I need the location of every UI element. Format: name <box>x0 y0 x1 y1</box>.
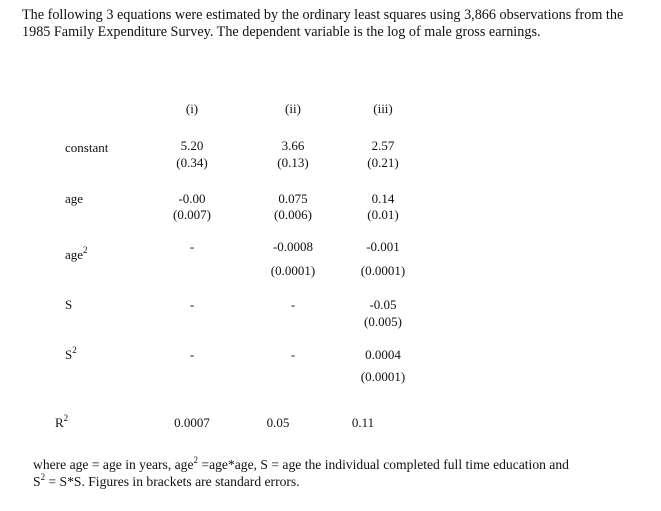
age-squared-label-text: age <box>65 247 84 262</box>
constant-se-iii: (0.21) <box>367 155 399 170</box>
row-label-s: S <box>65 297 73 312</box>
s-coef-ii: - <box>290 297 296 312</box>
row-label-constant: constant <box>65 140 109 155</box>
constant-se-ii: (0.13) <box>277 155 309 170</box>
s-squared-coef-ii: - <box>290 347 296 362</box>
row-label-age: age <box>65 191 84 206</box>
footnote-exponent-2: 2 <box>40 472 46 482</box>
age-coef-iii: 0.14 <box>371 191 395 206</box>
r-squared-iii: 0.11 <box>351 415 375 430</box>
column-header-i: (i) <box>185 101 199 116</box>
r-squared-exponent: 2 <box>63 413 69 423</box>
footnote-part-1: where age = age in years, age <box>33 457 194 472</box>
constant-coef-iii: 2.57 <box>371 138 395 153</box>
age-coef-ii: 0.075 <box>278 191 308 206</box>
age-squared-coef-i: - <box>189 239 195 254</box>
s-coef-i: - <box>189 297 195 312</box>
footnote-part-4: = S*S. Figures in brackets are standard errors. <box>45 474 300 489</box>
row-label-age-squared <box>65 246 88 263</box>
age-squared-exponent: 2 <box>83 245 88 255</box>
s-se-iii: (0.005) <box>364 314 402 329</box>
footnote-part-3: S <box>33 474 41 489</box>
s-squared-se-iii: (0.0001) <box>360 369 406 384</box>
footnote <box>33 456 653 490</box>
s-squared-coef-i: - <box>189 347 195 362</box>
s-coef-iii: -0.05 <box>369 297 397 312</box>
r-squared-ii: 0.05 <box>266 415 290 430</box>
age-coef-i: -0.00 <box>178 191 206 206</box>
constant-coef-i: 5.20 <box>180 138 204 153</box>
column-header-iii: (iii) <box>373 101 393 116</box>
intro-paragraph: The following 3 equations were estimated by the ordinary least squares using 3,866 observations from the 1985 Family Expenditure Survey. The dependent variable is the log of male gross earnings. <box>22 7 624 40</box>
footnote-part-2: =age*age, S = age the individual completed full time education and <box>198 457 569 472</box>
r-squared-label-text: R <box>55 415 64 430</box>
r-squared-i: 0.0007 <box>174 415 210 430</box>
s-squared-label-text: S <box>65 347 73 362</box>
s-squared-coef-iii: 0.0004 <box>365 347 401 362</box>
age-se-ii: (0.006) <box>274 207 312 222</box>
row-label-s-squared <box>65 346 77 363</box>
row-label-r-squared <box>55 414 68 431</box>
age-squared-se-ii: (0.0001) <box>270 263 316 278</box>
age-se-i: (0.007) <box>173 207 211 222</box>
constant-se-i: (0.34) <box>176 155 208 170</box>
s-squared-exponent: 2 <box>72 345 77 355</box>
column-header-ii: (ii) <box>285 101 301 116</box>
footnote-exponent-1: 2 <box>193 455 199 465</box>
age-squared-se-iii: (0.0001) <box>360 263 406 278</box>
age-squared-coef-ii: -0.0008 <box>272 239 314 254</box>
age-squared-coef-iii: -0.001 <box>366 239 400 254</box>
age-se-iii: (0.01) <box>367 207 399 222</box>
constant-coef-ii: 3.66 <box>281 138 305 153</box>
